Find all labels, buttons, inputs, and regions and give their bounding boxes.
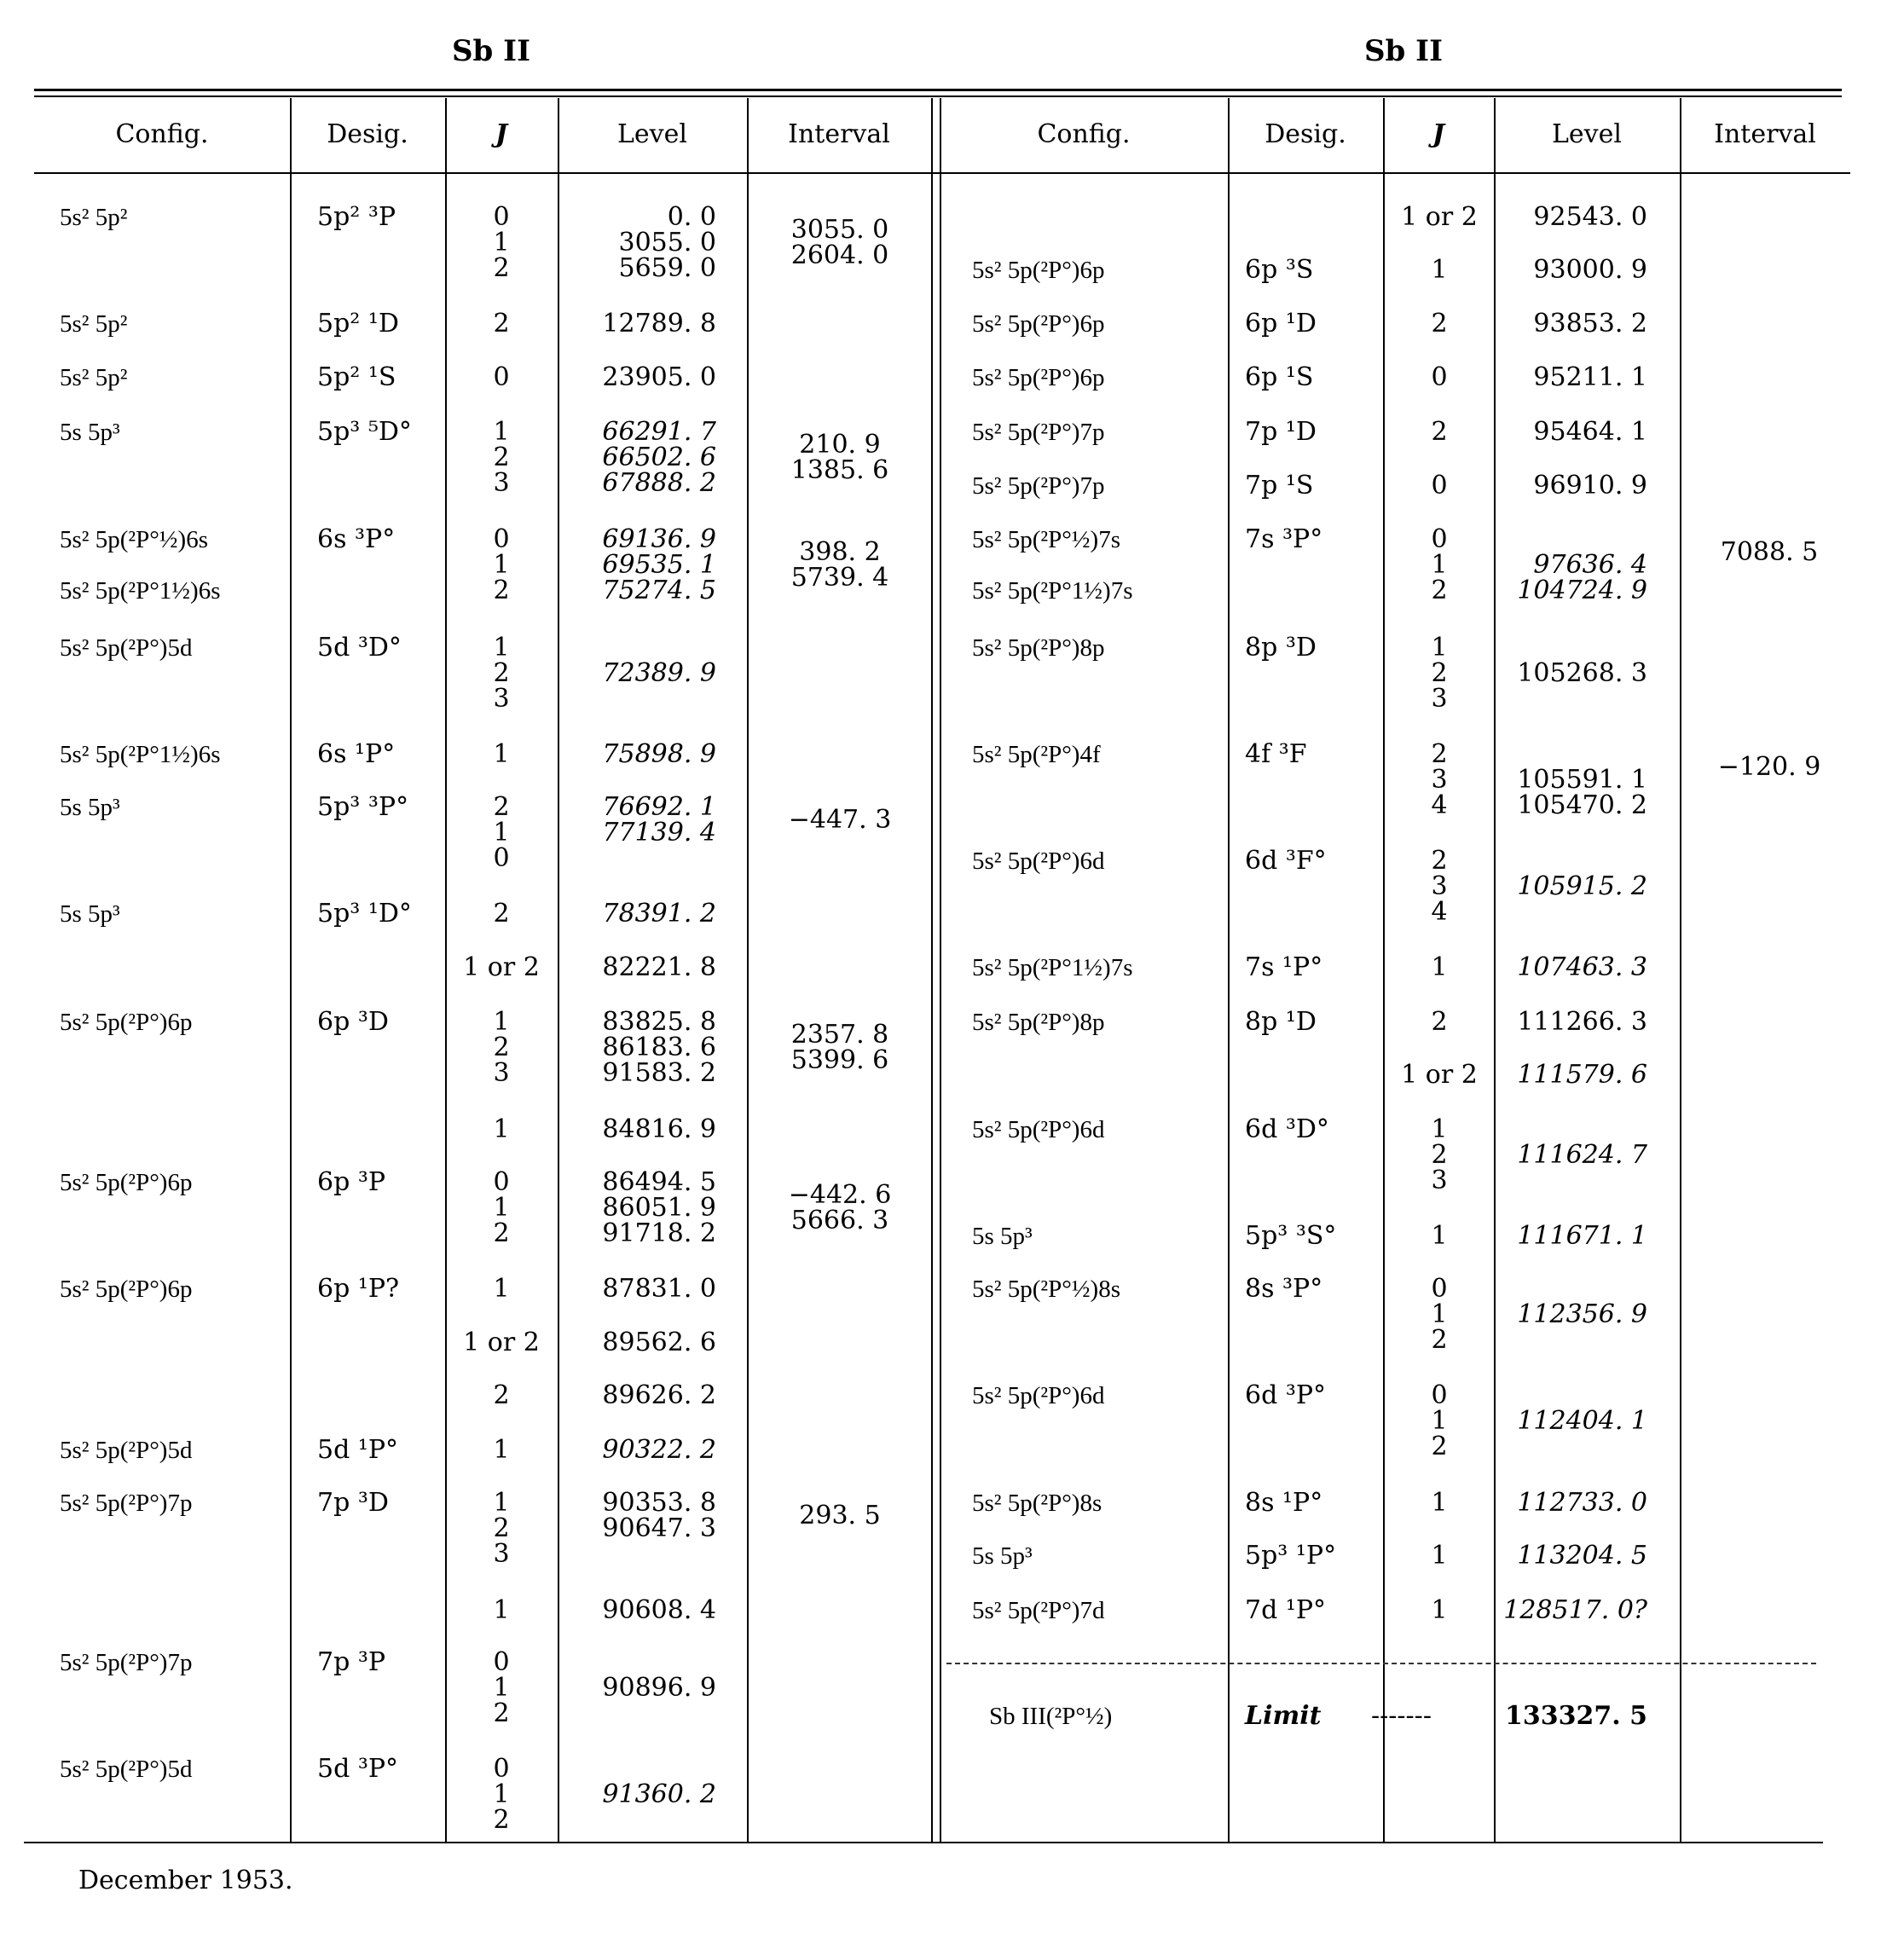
config-cell: 5s² 5p(²P°)4f [972,741,1101,768]
level-cell: 90896. 9 [602,1673,716,1703]
j-cell: 1 [493,633,510,662]
config-cell: 5s² 5p(²P°)6d [972,1382,1105,1409]
header-interval-left: Interval [788,119,890,149]
level-cell: 86183. 6 [602,1033,716,1062]
desig-cell: 8p ¹D [1245,1007,1317,1037]
interval-cell: 293. 5 [799,1501,881,1530]
desig-cell: 6d ³D° [1245,1114,1329,1144]
level-cell: 104724. 9 [1517,576,1647,605]
limit-desig: Limit [1245,1701,1322,1731]
level-cell: 66291. 7 [602,417,716,447]
level-cell: 93000. 9 [1533,255,1647,285]
config-cell: 5s² 5p(²P°½)6s [60,526,208,553]
desig-cell: 6p ¹D [1245,309,1317,338]
limit-level: 133327. 5 [1504,1701,1647,1731]
config-cell: 5s² 5p(²P°½)8s [972,1276,1120,1303]
j-cell: 1 [1431,952,1448,982]
header-level-left: Level [617,119,687,149]
j-cell: 2 [493,253,510,283]
config-cell: 5s² 5p(²P°1½)7s [972,577,1133,605]
desig-cell: 6s ³P° [317,524,396,554]
level-cell: 112356. 9 [1517,1299,1647,1329]
title-left: Sb II [452,34,530,68]
level-cell: 86494. 5 [602,1167,716,1197]
j-cell: 1 or 2 [1401,202,1478,232]
level-cell: 105268. 3 [1517,658,1647,688]
desig-cell: 7p ¹S [1245,471,1314,500]
j-cell: 1 [1431,1299,1448,1329]
j-cell: 1 or 2 [1401,1060,1478,1090]
j-cell: 4 [1431,897,1448,927]
config-cell: 5s² 5p² [60,204,128,231]
interval-cell: 5666. 3 [790,1206,889,1235]
config-cell: 5s² 5p² [60,310,128,338]
j-cell: 0 [1431,362,1448,392]
level-cell: 113204. 5 [1517,1541,1647,1571]
level-cell: 97636. 4 [1533,550,1647,580]
j-cell: 1 [493,739,510,769]
level-cell: 95211. 1 [1533,362,1647,392]
j-cell: 2 [493,1218,510,1248]
j-cell: 1 [1431,1221,1448,1251]
desig-cell: 5p³ ³S° [1245,1221,1337,1251]
footer-date: December 1953. [78,1866,293,1895]
level-cell: 12789. 8 [602,309,716,338]
j-cell: 0 [493,1754,510,1784]
level-cell: 69136. 9 [602,524,716,554]
desig-cell: 6p ³S [1245,255,1314,285]
limit-dash-line [946,1663,1816,1664]
j-cell: 1 [1431,633,1448,662]
j-cell: 2 [493,792,510,822]
level-cell: 107463. 3 [1517,952,1647,982]
header-desig-right: Desig. [1265,119,1346,149]
j-cell: 1 [493,550,510,580]
config-cell: 5s² 5p(²P°1½)7s [972,954,1133,981]
j-cell: 0 [1431,471,1448,500]
level-cell: 111579. 6 [1517,1060,1647,1090]
top-rule-1 [34,89,1842,91]
level-cell: 91360. 2 [602,1779,716,1809]
level-cell: 91718. 2 [602,1218,716,1248]
header-config-right: Config. [1037,119,1131,149]
j-cell: 0 [493,362,510,392]
desig-cell: 6d ³F° [1245,846,1327,876]
level-cell: 92543. 0 [1533,202,1647,232]
j-cell: 1 [1431,1114,1448,1144]
level-cell: 90322. 2 [602,1435,716,1465]
j-cell: 0 [1431,1380,1448,1410]
interval-cell: 5739. 4 [790,563,889,593]
level-cell: 90608. 4 [602,1595,716,1625]
header-j-left: J [495,119,508,149]
j-cell: 3 [493,684,510,714]
config-cell: 5s² 5p(²P°)6p [972,364,1105,391]
desig-cell: 5d ³P° [317,1754,399,1784]
limit-config: Sb III(²P°½) [989,1703,1113,1730]
interval-cell: −442. 6 [788,1180,892,1210]
j-cell: 2 [493,1513,510,1543]
title-right: Sb II [1364,34,1443,68]
j-cell: 2 [1431,658,1448,688]
header-interval-right: Interval [1714,119,1816,149]
level-cell: 105915. 2 [1517,871,1647,901]
desig-cell: 5p³ ¹D° [317,899,412,929]
config-cell: 5s² 5p(²P°½)7s [972,526,1120,553]
j-cell: 3 [1431,1166,1448,1195]
j-cell: 0 [493,524,510,554]
j-cell: 4 [1431,790,1448,820]
col-sep [1494,98,1496,1842]
config-cell: 5s 5p³ [972,1542,1033,1570]
desig-cell: 8p ³D [1245,633,1317,662]
j-cell: 0 [493,843,510,873]
config-cell: 5s² 5p(²P°)7p [972,472,1105,500]
col-sep [747,98,749,1842]
level-cell: 128517. 0? [1503,1595,1647,1625]
j-cell: 2 [493,1805,510,1835]
level-cell: 89562. 6 [602,1328,716,1357]
j-cell: 2 [493,1033,510,1062]
config-cell: 5s² 5p(²P°)6d [972,848,1105,875]
config-cell: 5s² 5p(²P°)6p [60,1169,193,1196]
level-cell: 112404. 1 [1517,1406,1647,1436]
config-cell: 5s² 5p(²P°)6p [60,1276,193,1303]
level-cell: 5659. 0 [618,253,716,283]
desig-cell: 7p ¹D [1245,417,1317,447]
j-cell: 1 [493,417,510,447]
col-sep [1228,98,1230,1842]
config-cell: 5s² 5p(²P°)5d [60,634,193,662]
level-cell: 78391. 2 [602,899,716,929]
j-cell: 3 [1431,871,1448,901]
interval-cell: 5399. 6 [790,1045,889,1075]
top-rule-2 [34,95,1842,97]
j-cell: 1 or 2 [463,952,540,982]
level-cell: 111266. 3 [1517,1007,1647,1037]
j-cell: 1 [1431,1541,1448,1571]
j-cell: 2 [1431,1432,1448,1461]
level-cell: 76692. 1 [602,792,716,822]
desig-cell: 5p² ³P [317,202,396,232]
level-cell: 69535. 1 [602,550,716,580]
config-cell: 5s 5p³ [60,900,120,928]
j-cell: 1 [493,1114,510,1144]
desig-cell: 7s ¹P° [1245,952,1323,982]
config-cell: 5s 5p³ [972,1223,1033,1250]
j-cell: 2 [1431,1325,1448,1355]
desig-cell: 8s ³P° [1245,1274,1323,1304]
j-cell: 2 [1431,576,1448,605]
desig-cell: 6p ¹S [1245,362,1314,392]
level-cell: 111671. 1 [1517,1221,1647,1251]
desig-cell: 7d ¹P° [1245,1595,1327,1625]
level-cell: 83825. 8 [602,1007,716,1037]
j-cell: 1 [1431,1595,1448,1625]
interval-cell: −120. 9 [1717,752,1821,782]
level-cell: 72389. 9 [602,658,716,688]
interval-cell: 2357. 8 [790,1020,889,1050]
level-cell: 95464. 1 [1533,417,1647,447]
config-cell: 5s 5p³ [60,419,120,446]
j-cell: 1 [493,1007,510,1037]
j-cell: 3 [493,1058,510,1088]
level-cell: 93853. 2 [1533,309,1647,338]
config-cell: 5s² 5p(²P°)7d [972,1597,1105,1624]
j-cell: 2 [493,576,510,605]
j-cell: 0 [1431,524,1448,554]
config-cell: 5s² 5p(²P°)8p [972,634,1105,662]
desig-cell: 5p³ ³P° [317,792,409,822]
j-cell: 1 [493,1488,510,1518]
config-cell: 5s² 5p(²P°1½)6s [60,741,221,768]
config-cell: 5s² 5p(²P°)7p [60,1490,193,1517]
desig-cell: 7s ³P° [1245,524,1323,554]
bottom-rule [24,1842,1823,1843]
j-cell: 1 [493,1435,510,1465]
interval-cell: 210. 9 [799,430,881,460]
j-cell: 3 [493,1539,510,1569]
interval-cell: −447. 3 [788,805,892,835]
config-cell: 5s² 5p(²P°)6p [972,310,1105,338]
desig-cell: 5d ³D° [317,633,402,662]
config-cell: 5s² 5p² [60,364,128,391]
level-cell: 105591. 1 [1517,765,1647,795]
level-cell: 84816. 9 [602,1114,716,1144]
j-cell: 1 [493,228,510,257]
desig-cell: 5p² ¹D [317,309,399,338]
interval-cell: 2604. 0 [790,240,889,270]
level-cell: 105470. 2 [1517,790,1647,820]
j-cell: 1 [493,1193,510,1223]
j-cell: 2 [493,443,510,472]
desig-cell: 8s ¹P° [1245,1488,1323,1518]
interval-cell: 1385. 6 [790,455,889,485]
desig-cell: 5d ¹P° [317,1435,399,1465]
j-cell: 1 [493,1595,510,1625]
header-j-right: J [1432,119,1445,149]
level-cell: 87831. 0 [602,1274,716,1304]
config-cell: 5s² 5p(²P°)6p [972,257,1105,284]
j-cell: 1 or 2 [463,1328,540,1357]
j-cell: 1 [493,1274,510,1304]
level-cell: 111624. 7 [1517,1140,1647,1170]
config-cell: 5s 5p³ [60,794,120,821]
j-cell: 2 [493,1698,510,1728]
config-cell: 5s² 5p(²P°)6d [972,1116,1105,1143]
j-cell: 1 [1431,550,1448,580]
level-cell: 112733. 0 [1517,1488,1647,1518]
level-cell: 75274. 5 [602,576,716,605]
level-cell: 90647. 3 [602,1513,716,1543]
j-cell: 2 [1431,846,1448,876]
interval-cell: 398. 2 [799,537,881,567]
level-cell: 89626. 2 [602,1380,716,1410]
j-cell: 1 [1431,255,1448,285]
j-cell: 3 [493,468,510,498]
config-cell: 5s² 5p(²P°)8s [972,1490,1102,1517]
interval-cell: 3055. 0 [790,215,889,245]
desig-cell: 6p ¹P? [317,1274,400,1304]
col-sep [558,98,559,1842]
level-cell: 91583. 2 [602,1058,716,1088]
desig-cell: 5p³ ¹P° [1245,1541,1337,1571]
desig-cell: 6p ³P [317,1167,386,1197]
desig-cell: 6d ³P° [1245,1380,1327,1410]
header-desig-left: Desig. [327,119,408,149]
limit-j: ------- [1371,1701,1432,1731]
j-cell: 1 [1431,1488,1448,1518]
level-cell: 67888. 2 [602,468,716,498]
j-cell: 0 [493,1167,510,1197]
col-sep [290,98,292,1842]
config-cell: 5s² 5p(²P°)5d [60,1437,193,1464]
desig-cell: 7p ³D [317,1488,389,1518]
level-cell: 86051. 9 [602,1193,716,1223]
desig-cell: 5p³ ⁵D° [317,417,412,447]
col-sep [1383,98,1385,1842]
config-cell: 5s² 5p(²P°1½)6s [60,577,221,605]
level-cell: 90353. 8 [602,1488,716,1518]
col-sep [1680,98,1681,1842]
j-cell: 1 [1431,1406,1448,1436]
level-cell: 77139. 4 [602,818,716,848]
j-cell: 0 [1431,1274,1448,1304]
j-cell: 2 [493,899,510,929]
level-cell: 23905. 0 [602,362,716,392]
j-cell: 3 [1431,684,1448,714]
col-sep [940,98,941,1842]
col-sep [931,98,933,1842]
desig-cell: 5p² ¹S [317,362,396,392]
j-cell: 2 [493,658,510,688]
level-cell: 3055. 0 [618,228,716,257]
level-cell: 82221. 8 [602,952,716,982]
j-cell: 2 [1431,1140,1448,1170]
j-cell: 2 [1431,1007,1448,1037]
j-cell: 2 [1431,309,1448,338]
j-cell: 1 [493,818,510,848]
desig-cell: 6p ³D [317,1007,389,1037]
level-cell: 66502. 6 [602,443,716,472]
level-cell: 96910. 9 [1533,471,1647,500]
interval-cell: 7088. 5 [1720,537,1819,567]
j-cell: 0 [493,202,510,232]
level-cell: 0. 0 [667,202,716,232]
j-cell: 0 [493,1647,510,1677]
header-level-right: Level [1552,119,1622,149]
j-cell: 2 [493,1380,510,1410]
j-cell: 3 [1431,765,1448,795]
config-cell: 5s² 5p(²P°)5d [60,1756,193,1783]
desig-cell: 6s ¹P° [317,739,396,769]
config-cell: 5s² 5p(²P°)7p [60,1649,193,1676]
desig-cell: 4f ³F [1245,739,1307,769]
col-sep [445,98,447,1842]
level-cell: 75898. 9 [602,739,716,769]
header-rule [34,172,1850,174]
j-cell: 2 [1431,417,1448,447]
j-cell: 2 [1431,739,1448,769]
j-cell: 1 [493,1673,510,1703]
header-config-left: Config. [115,119,209,149]
config-cell: 5s² 5p(²P°)6p [60,1009,193,1036]
j-cell: 2 [493,309,510,338]
j-cell: 1 [493,1779,510,1809]
config-cell: 5s² 5p(²P°)7p [972,419,1105,446]
desig-cell: 7p ³P [317,1647,386,1677]
config-cell: 5s² 5p(²P°)8p [972,1009,1105,1036]
